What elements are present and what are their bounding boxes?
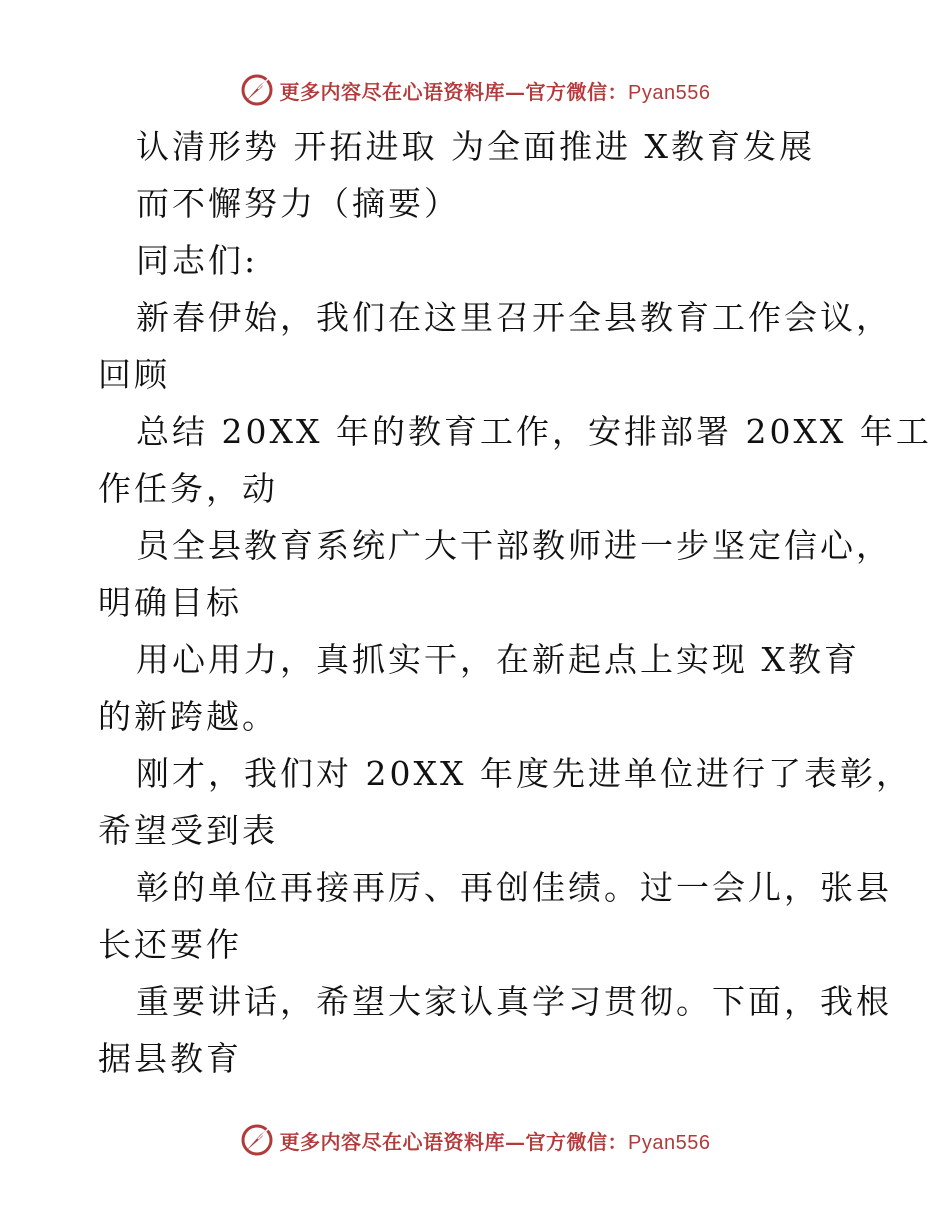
paragraph-line: 希望受到表 <box>98 811 278 850</box>
paragraph-line: 总结 20XX 年的教育工作，安排部署 20XX 年工 <box>136 412 932 451</box>
paragraph-line: 重要讲话，希望大家认真学习贯彻。下面，我根 <box>136 982 892 1021</box>
document-body <box>98 118 932 1087</box>
paragraph-line: 新春伊始，我们在这里召开全县教育工作会议， <box>136 298 892 337</box>
quill-pen-logo-icon <box>240 1123 274 1157</box>
salutation: 同志们: <box>136 241 259 280</box>
watermark-text: 更多内容尽在心语资料库—官方微信：Pyan556 <box>279 1129 711 1154</box>
title-line-2: 而不懈努力（摘要） <box>136 184 460 223</box>
paragraph-line: 长还要作 <box>98 925 242 964</box>
paragraph-line: 员全县教育系统广大干部教师进一步坚定信心， <box>136 526 892 565</box>
paragraph-line: 据县教育 <box>98 1039 242 1078</box>
paragraph-line: 刚才，我们对 20XX 年度先进单位进行了表彰， <box>136 754 912 793</box>
paragraph-line: 用心用力，真抓实干，在新起点上实现 X教育 <box>136 640 860 679</box>
watermark-text: 更多内容尽在心语资料库—官方微信：Pyan556 <box>279 79 711 104</box>
paragraph-line: 彰的单位再接再厉、再创佳绩。过一会儿，张县 <box>136 868 892 907</box>
paragraph-line: 明确目标 <box>98 583 242 622</box>
paragraph-line: 作任务，动 <box>98 469 278 508</box>
title-line-1: 认清形势 开拓进取 为全面推进 X教育发展 <box>136 127 815 166</box>
footer-watermark <box>0 1120 950 1160</box>
paragraph-line: 回顾 <box>98 355 170 394</box>
quill-pen-logo-icon <box>240 73 274 107</box>
paragraph-line: 的新跨越。 <box>98 697 278 736</box>
header-watermark <box>0 70 950 110</box>
